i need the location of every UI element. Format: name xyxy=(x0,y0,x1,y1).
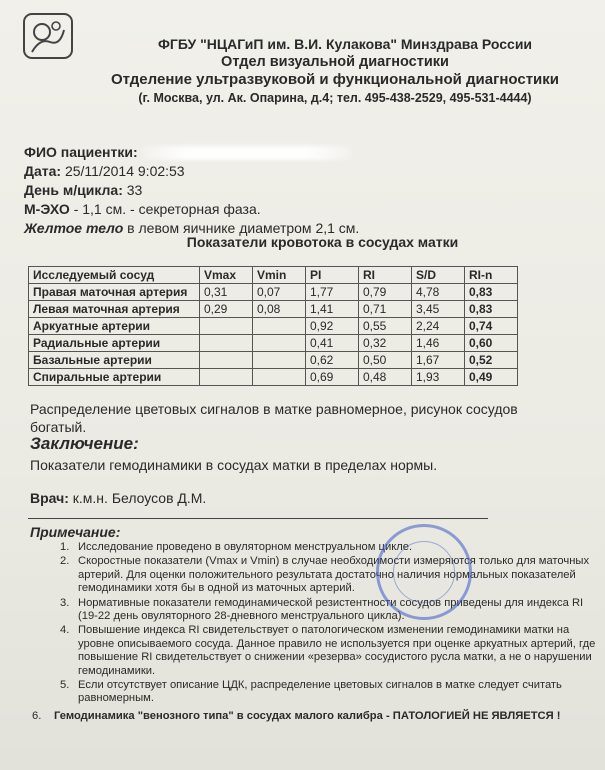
cell-ri-n: 0,83 xyxy=(465,301,518,318)
table-row xyxy=(29,284,518,301)
cell-pi: 1,77 xyxy=(306,284,359,301)
note-number: 3. xyxy=(60,596,70,609)
cell-ri: 0,55 xyxy=(359,318,412,335)
cell-ri-n: 0,49 xyxy=(465,369,518,386)
col-ri-n: RI-n xyxy=(465,267,518,284)
cell-ri: 0,48 xyxy=(359,369,412,386)
notes-list xyxy=(30,541,600,724)
list-item xyxy=(30,541,600,554)
cell-pi: 0,41 xyxy=(306,335,359,352)
note-number: 5. xyxy=(60,679,70,692)
doctor-name: к.м.н. Белоусов Д.М. xyxy=(72,490,207,506)
cell-vmax: 0,29 xyxy=(200,301,253,318)
note-text: Скоростные показатели (Vmax и Vmin) в случае необходимости измеряются только для маточных артерий. Для оценки положительного результата достаточно наличия нормальных показателей гемодинамики хотя бы в одной из маточных артерий. xyxy=(78,555,590,595)
patient-name-label: ФИО пациентки: xyxy=(24,144,138,160)
note-number: 2. xyxy=(60,555,70,568)
cycle-day-label: День м/цикла: xyxy=(24,182,123,198)
cell-sd: 1,67 xyxy=(412,352,465,369)
table-title: Показатели кровотока в сосудах матки xyxy=(186,234,459,250)
institution-logo-icon xyxy=(22,12,74,60)
doctor-label: Врач: xyxy=(30,490,69,506)
table-header-row xyxy=(29,267,518,284)
institution-address: (г. Москва, ул. Ак. Опарина, д.4; тел. 495-438-2529, 495-531-4444) xyxy=(138,91,532,105)
cell-vmax xyxy=(200,318,253,335)
cell-vessel: Базальные артерии xyxy=(29,352,200,369)
doctor-line xyxy=(30,490,206,506)
list-item xyxy=(30,679,600,706)
date-row xyxy=(24,162,584,181)
cell-ri: 0,32 xyxy=(359,335,412,352)
col-ri: RI xyxy=(359,267,412,284)
table-row xyxy=(29,318,518,335)
col-pi: PI xyxy=(306,267,359,284)
m-echo-row xyxy=(24,200,584,219)
cell-vmax xyxy=(200,335,253,352)
cell-sd: 3,45 xyxy=(412,301,465,318)
cell-ri: 0,71 xyxy=(359,301,412,318)
cell-pi: 0,69 xyxy=(306,369,359,386)
redacted-name xyxy=(142,146,352,160)
note-text: Гемодинамика "венозного типа" в сосудах малого калибра - ПАТОЛОГИЕЙ НЕ ЯВЛЯЕТСЯ ! xyxy=(54,709,561,722)
official-stamp xyxy=(376,524,472,620)
m-echo-value: - 1,1 см. - секреторная фаза. xyxy=(73,201,261,217)
m-echo-label: М-ЭХО xyxy=(24,201,70,217)
cell-vessel: Левая маточная артерия xyxy=(29,301,200,318)
cell-vmax xyxy=(200,352,253,369)
conclusion-heading: Заключение: xyxy=(30,434,139,453)
table-row xyxy=(29,335,518,352)
note-number: 4. xyxy=(60,624,70,637)
cell-ri-n: 0,60 xyxy=(465,335,518,352)
department-name: Отдел визуальной диагностики xyxy=(221,54,449,70)
cell-vmin: 0,08 xyxy=(253,301,306,318)
color-distribution-text: Распределение цветовых сигналов в матке равномерное, рисунок сосудов богатый. xyxy=(30,401,518,435)
cell-vmin xyxy=(253,318,306,335)
note-text: Если отсутствует описание ЦДК, распределение цветовых сигналов в матке следует считать равномерным. xyxy=(78,679,562,705)
cell-sd: 1,93 xyxy=(412,369,465,386)
date-value: 25/11/2014 9:02:53 xyxy=(64,163,185,179)
cycle-day-value: 33 xyxy=(126,182,143,198)
divider xyxy=(28,518,488,519)
cell-vessel: Спиральные артерии xyxy=(29,369,200,386)
table-row xyxy=(29,301,518,318)
cell-vmin xyxy=(253,352,306,369)
cell-vessel: Радиальные артерии xyxy=(29,335,200,352)
list-item xyxy=(30,624,600,678)
list-item xyxy=(30,710,600,723)
patient-info xyxy=(24,143,584,238)
col-vmax: Vmax xyxy=(200,267,253,284)
conclusion-text: Показатели гемодинамики в сосудах матки в пределах нормы. xyxy=(30,457,438,473)
note-text: Нормативные показатели гемодинамической резистентности сосудов приведены для индекса RI (19-22 день овуляторного 28-дневного менструального цикла). xyxy=(78,596,584,623)
cycle-day-row xyxy=(24,181,584,200)
institution-name: ФГБУ "НЦАГиП им. В.И. Кулакова" Минздрава России xyxy=(157,36,533,52)
cell-vessel: Аркуатные артерии xyxy=(29,318,200,335)
cell-pi: 0,62 xyxy=(306,352,359,369)
note-text: Повышение индекса RI свидетельствует о патологическом изменении гемодинамики матки на уровне описываемого сосуда. Данное правило не используется при оценке аркуатных артерий, где повышение RI свидетельствует о снижении «резерва» сосудистого русла матки, а не о нарушении гемодинамики. xyxy=(78,624,596,677)
cell-sd: 2,24 xyxy=(412,318,465,335)
note-number: 1. xyxy=(60,541,70,553)
cell-pi: 1,41 xyxy=(306,301,359,318)
cell-vmax xyxy=(200,369,253,386)
col-vmin: Vmin xyxy=(253,267,306,284)
corpus-luteum-value: в левом яичнике диаметром 2,1 см. xyxy=(127,220,360,236)
table-row xyxy=(29,352,518,369)
cell-vmin: 0,07 xyxy=(253,284,306,301)
patient-name-row xyxy=(24,143,584,162)
notes-heading: Примечание: xyxy=(30,524,121,540)
list-item xyxy=(30,555,600,595)
date-label: Дата: xyxy=(24,163,62,179)
cell-ri-n: 0,74 xyxy=(465,318,518,335)
division-name: Отделение ультразвуковой и функциональной диагностики xyxy=(110,71,560,88)
cell-ri-n: 0,83 xyxy=(465,284,518,301)
document-header xyxy=(70,36,600,105)
col-vessel: Исследуемый сосуд xyxy=(29,267,200,284)
list-item xyxy=(30,597,600,624)
note-text: Исследование проведено в овуляторном менструальном цикле. xyxy=(78,541,413,553)
note-number: 6. xyxy=(32,709,42,722)
cell-vessel: Правая маточная артерия xyxy=(29,284,200,301)
cell-vmax: 0,31 xyxy=(200,284,253,301)
cell-pi: 0,92 xyxy=(306,318,359,335)
cell-vmin xyxy=(253,335,306,352)
cell-sd: 4,78 xyxy=(412,284,465,301)
blood-flow-table xyxy=(28,266,518,386)
table-row xyxy=(29,369,518,386)
col-sd: S/D xyxy=(412,267,465,284)
cell-ri-n: 0,52 xyxy=(465,352,518,369)
cell-ri: 0,50 xyxy=(359,352,412,369)
corpus-luteum-label: Желтое тело xyxy=(24,220,124,236)
cell-sd: 1,46 xyxy=(412,335,465,352)
cell-ri: 0,79 xyxy=(359,284,412,301)
cell-vmin xyxy=(253,369,306,386)
